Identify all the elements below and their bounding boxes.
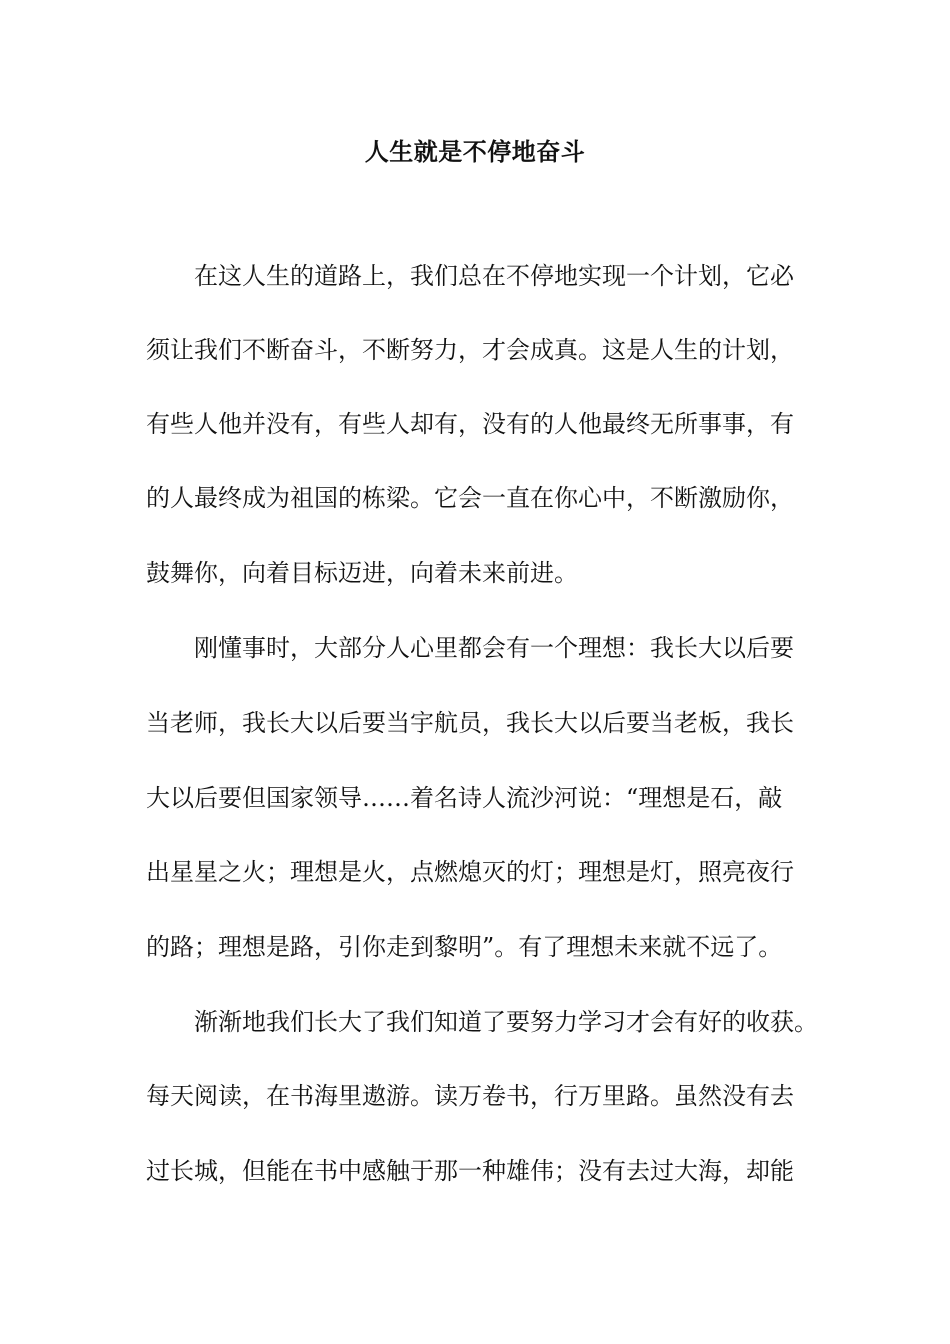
paragraph-2-line-2: 当老师，我长大以后要当宇航员，我长大以后要当老板，我长 <box>146 709 794 737</box>
paragraph-3-line-1: 渐渐地我们长大了我们知道了要努力学习才会有好的收获。 <box>194 1008 818 1036</box>
paragraph-2-line-4: 出星星之火；理想是火，点燃熄灭的灯；理想是灯，照亮夜行 <box>146 858 794 886</box>
paragraph-3-line-2: 每天阅读，在书海里遨游。读万卷书，行万里路。虽然没有去 <box>146 1082 794 1110</box>
paragraph-1-line-3: 有些人他并没有，有些人却有，没有的人他最终无所事事，有 <box>146 410 794 438</box>
paragraph-2-line-3: 大以后要但国家领导……着名诗人流沙河说：“理想是石，敲 <box>146 784 783 812</box>
paragraph-1-line-1: 在这人生的道路上，我们总在不停地实现一个计划，它必 <box>194 262 794 290</box>
document-title: 人生就是不停地奋斗 <box>364 137 586 166</box>
paragraph-1-line-2: 须让我们不断奋斗，不断努力，才会成真。这是人生的计划， <box>146 336 794 364</box>
paragraph-1-line-5: 鼓舞你，向着目标迈进，向着未来前进。 <box>146 559 578 587</box>
paragraph-2-line-1: 刚懂事时，大部分人心里都会有一个理想：我长大以后要 <box>194 634 794 662</box>
paragraph-2-line-5: 的路；理想是路，引你走到黎明”。有了理想未来就不远了。 <box>146 933 783 961</box>
paragraph-3-line-3: 过长城，但能在书中感触于那一种雄伟；没有去过大海，却能 <box>146 1157 794 1185</box>
paragraph-1-line-4: 的人最终成为祖国的栋梁。它会一直在你心中，不断激励你， <box>146 484 794 512</box>
